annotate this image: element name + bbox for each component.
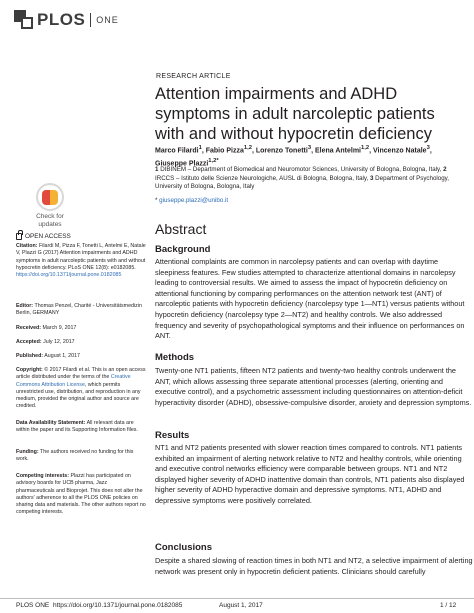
copyright-block — [16, 367, 146, 411]
footer-journal: PLOS ONE — [16, 602, 50, 609]
author-affiliation-sup: 1,2 — [208, 158, 217, 165]
email-marker: * — [155, 197, 158, 204]
author-affiliation-sup: 3 — [307, 145, 312, 151]
section-heading-background: Background — [155, 244, 211, 255]
footer-divider — [0, 598, 474, 599]
author-name[interactable]: Vincenzo Natale — [373, 147, 427, 155]
funding-block — [16, 449, 146, 464]
check-updates-label: Check for updates — [36, 213, 64, 228]
copyright-text-end: , which permits unrestricted use, distribution, and reproduction in any medium, provided the original author and source are credited. — [16, 381, 141, 410]
corresponding-marker: * — [216, 158, 219, 165]
open-lock-icon — [16, 233, 22, 240]
footer-date: August 1, 2017 — [219, 602, 263, 609]
author-name[interactable]: Lorenzo Tonetti — [255, 147, 308, 155]
section-heading-methods: Methods — [155, 352, 195, 363]
data-availability-text: All relevant data are within the paper and its Supporting Information files. — [16, 420, 138, 434]
citation-label: Citation: — [16, 243, 38, 249]
open-access-label: OPEN ACCESS — [25, 233, 71, 240]
competing-interests-text: Plazzi has participated on advisory boards for UCB pharma, Jazz pharmaceuticals and Bioprojet. This does not alter the authors' adherence to all the PLOS ONE policies on sharing data and materials. The other authors report no competing interests. — [16, 473, 146, 516]
plos-logo-icon — [14, 10, 34, 30]
corresponding-email — [155, 197, 228, 204]
footer-doi-link[interactable]: https://doi.org/10.1371/journal.pone.0182085 — [53, 602, 183, 609]
author-affiliation-sup: 1,2 — [361, 145, 370, 151]
affiliation-text: Department of Psychology, University of Bologna, Bologna, Italy — [155, 174, 449, 190]
funding-text: The authors received no funding for this work. — [16, 449, 134, 463]
received-block — [16, 325, 146, 332]
author-affiliation-sup: 3 — [426, 145, 430, 151]
citation-text: Filardi M, Pizza F, Tonetti L, Antelmi E, Natale V, Plazzi G (2017) Attention impairments and ADHD symptoms in adult narcoleptic patients with and without hypocretin deficiency. PLoS ONE 12(8): e0182085. — [16, 243, 146, 271]
copyright-label: Copyright: — [16, 367, 43, 373]
editor-label: Editor: — [16, 303, 34, 309]
section-heading-results: Results — [155, 430, 190, 441]
open-access-badge — [16, 233, 71, 240]
data-availability-block — [16, 420, 146, 435]
affiliations — [155, 166, 465, 192]
article-type-label: RESEARCH ARTICLE — [156, 73, 231, 80]
article-title: Attention impairments and ADHD symptoms in adult narcoleptic patients with and without hypocretin deficiency — [155, 85, 435, 143]
license-link[interactable]: Creative Commons Attribution License — [16, 374, 131, 388]
affiliation-text: DIBINEM – Department of Biomedical and Neuromotor Sciences, University of Bologna, Bologna, Italy, — [160, 166, 442, 173]
author-name[interactable]: Giuseppe Plazzi — [155, 160, 209, 168]
check-for-updates-button[interactable] — [28, 183, 72, 228]
editor-text: Thomas Penzel, Charité - Universitätsmedizin Berlin, GERMANY — [16, 303, 142, 317]
logo-text: PLOS — [37, 10, 86, 29]
citation-block — [16, 243, 146, 279]
author-name[interactable]: Fabio Pizza — [205, 147, 244, 155]
check-updates-icon — [36, 183, 64, 211]
section-text-background: Attentional complaints are common in narcolepsy patients and can overlap with daytime sleepiness features. Few studies attempted to characterize attentional domains in narcolepsy leading to controversial results. We aimed to assess the impact of hypocretin deficiency on attentional functioning by comparing performances on the attention network test (ANT) of narcoleptic patients with hypocretin deficiency (narcolepsy type 1—NT1) versus patients without hypocretin deficiency (narcolepsy type 2—NT2) and healthy controls. We also addressed frequency and severity of psychopathological symptoms and their influence on performances on ANT. — [155, 257, 465, 341]
accepted-date: July 12, 2017 — [43, 339, 75, 345]
funding-label: Funding: — [16, 449, 39, 455]
section-text-methods: Twenty-one NT1 patients, fifteen NT2 patients and twenty-two healthy controls underwent the ANT, which allows assessing three separate attentional processes (alerting, orienting and executive control), and a psychometric assessment including questionnaires on attention-deficit hyperactivity disorder (ADHD), obsessive-compulsive disorder, anxiety and depression symptoms. — [155, 366, 472, 407]
received-label: Received: — [16, 325, 42, 331]
author-affiliation-sup: 1,2 — [243, 145, 252, 151]
published-block — [16, 353, 146, 360]
competing-interests-block — [16, 473, 146, 517]
accepted-block — [16, 339, 146, 346]
citation-doi-link[interactable]: https://doi.org/10.1371/journal.pone.0182085 — [16, 272, 122, 279]
abstract-heading: Abstract — [155, 221, 207, 237]
data-availability-label: Data Availability Statement: — [16, 420, 86, 426]
author-list: Marco Filardi$^1$, Fabio Pizza$^{1,2}$, Lorenzo Tonetti$^3$, Elena Antelmi$^{1,2}$, Vincenzo Natale$^3$, Giuseppe Plazzi$^{1,2*}$ — [155, 145, 432, 168]
affiliation-text: IRCCS – Istituto delle Scienze Neurologiche, AUSL di Bologna, Bologna, Italy, — [155, 174, 369, 182]
editor-block — [16, 303, 146, 318]
section-text-results: NT1 and NT2 patients presented with slower reaction times compared to controls. NT1 patients exhibited an impairment of alerting network relative to NT2 and healthy controls, while orienting and executive control networks efficiency were comparable between groups. NT1 and NT2 displayed higher severity of ADHD inattentive domain than controls, NT1 patients also displayed higher severity of ADHD hyperactive domain and depressive symptoms. NT1, ADHD and depressive symptoms were positively correlated. — [155, 443, 465, 505]
author-name[interactable]: Elena Antelmi — [314, 147, 361, 155]
section-heading-conclusions: Conclusions — [155, 542, 213, 553]
logo-subtext: ONE — [96, 15, 119, 25]
footer-page-number: 1 / 12 — [440, 602, 457, 609]
author-name[interactable]: Marco Filardi — [155, 147, 199, 155]
affiliation-number: 3 — [369, 174, 374, 182]
section-text-conclusions: Despite a shared slowing of reaction times in both NT1 and NT2, a selective impairment of alerting network was present only in hypocretin deficient patients. Clinicians should carefully — [155, 556, 473, 576]
copyright-text: © 2017 Filardi et al. This is an open access article distributed under the terms of the — [16, 367, 146, 381]
competing-interests-label: Competing interests: — [16, 473, 69, 479]
published-label: Published: — [16, 353, 44, 359]
email-link[interactable]: giuseppe.plazzi@unibo.it — [159, 197, 229, 204]
received-date: March 9, 2017 — [42, 325, 77, 331]
accepted-label: Accepted: — [16, 339, 42, 345]
logo-divider — [90, 13, 91, 27]
plos-one-logo — [14, 8, 119, 32]
affiliation-number: 2 — [443, 166, 447, 173]
published-date: August 1, 2017 — [44, 353, 80, 359]
affiliation-number: 1 — [155, 166, 159, 173]
author-affiliation-sup: 1 — [198, 145, 202, 151]
